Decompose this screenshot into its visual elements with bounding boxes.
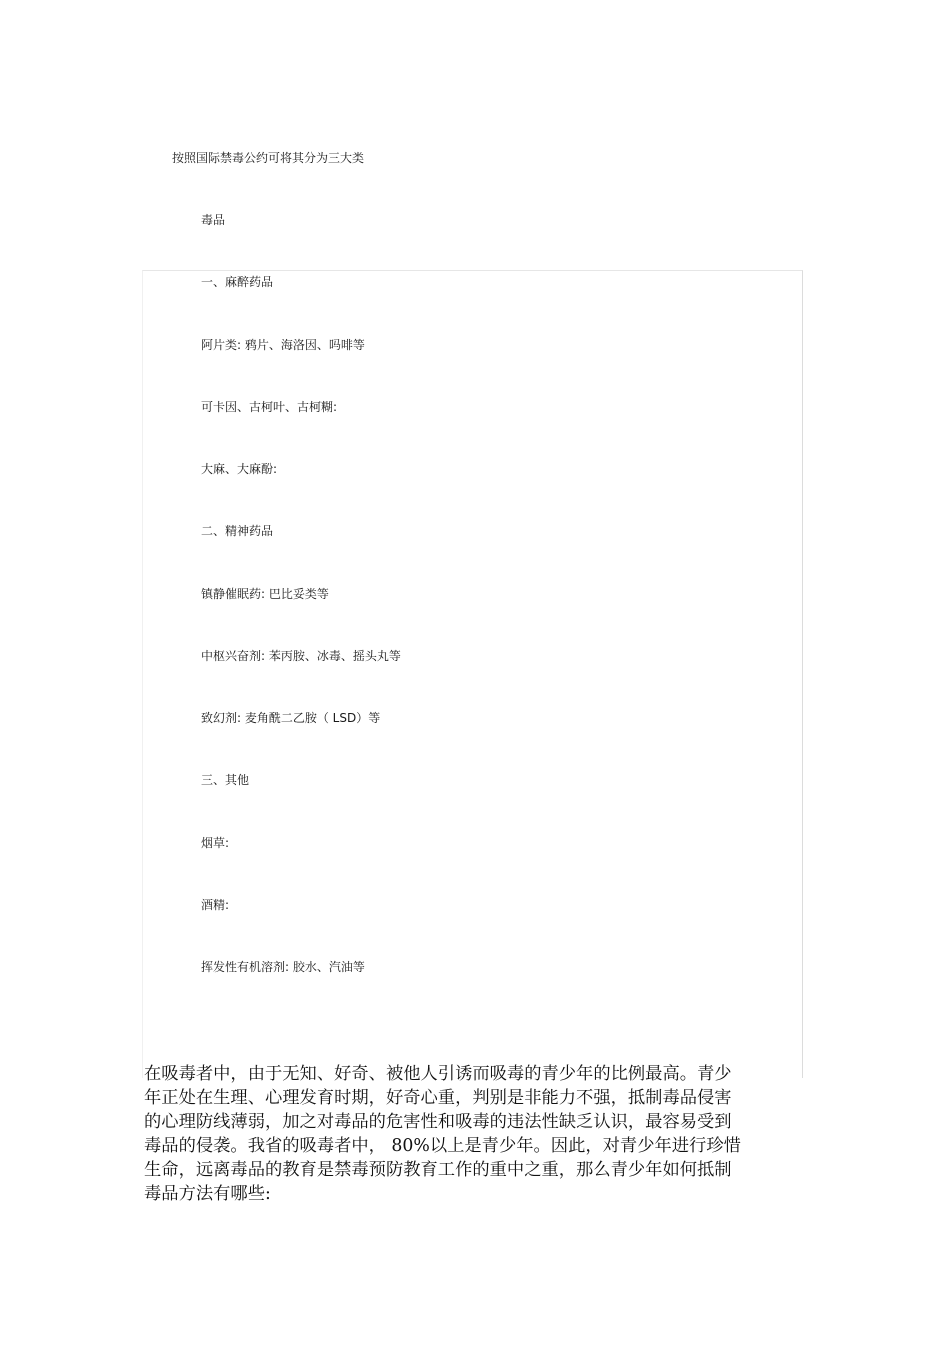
drug-classification-box — [142, 270, 803, 1078]
body-paragraph — [144, 1062, 784, 1206]
list-item: 可卡因、古柯叶、古柯糊: — [201, 400, 338, 414]
list-item: 镇静催眠药: 巴比妥类等 — [201, 587, 329, 601]
section-heading: 毒品 — [201, 213, 226, 227]
list-item: 中枢兴奋剂: 苯丙胺、冰毒、摇头丸等 — [201, 649, 401, 663]
list-item: 阿片类: 鸦片、海洛因、吗啡等 — [201, 338, 365, 352]
paragraph-line: 生命，远离毒品的教育是禁毒预防教育工作的重中之重，那么青少年如何抵制 — [144, 1160, 732, 1180]
paragraph-line: 毒品方法有哪些: — [144, 1184, 271, 1204]
list-item: 酒精: — [201, 898, 230, 912]
paragraph-line: 的心理防线薄弱，加之对毒品的危害性和吸毒的违法性缺乏认识，最容易受到 — [144, 1112, 732, 1132]
list-item: 致幻剂: 麦角酰二乙胺（ LSD）等 — [201, 711, 381, 725]
paragraph-line: 年正处在生理、心理发育时期，好奇心重，判别是非能力不强，抵制毒品侵害 — [144, 1088, 732, 1108]
paragraph-line: 毒品的侵袭。我省的吸毒者中， 80%以上是青少年。因此，对青少年进行珍惜 — [144, 1136, 741, 1156]
intro-text: 按照国际禁毒公约可将其分为三大类 — [172, 151, 365, 165]
list-item: 大麻、大麻酚: — [201, 462, 278, 476]
list-item: 三、其他 — [201, 773, 250, 787]
list-item: 烟草: — [201, 836, 230, 850]
list-item: 一、麻醉药品 — [201, 275, 274, 289]
paragraph-line: 在吸毒者中，由于无知、好奇、被他人引诱而吸毒的青少年的比例最高。青少 — [144, 1064, 732, 1084]
list-item: 二、精神药品 — [201, 524, 274, 538]
list-item: 挥发性有机溶剂: 胶水、汽油等 — [201, 960, 365, 974]
